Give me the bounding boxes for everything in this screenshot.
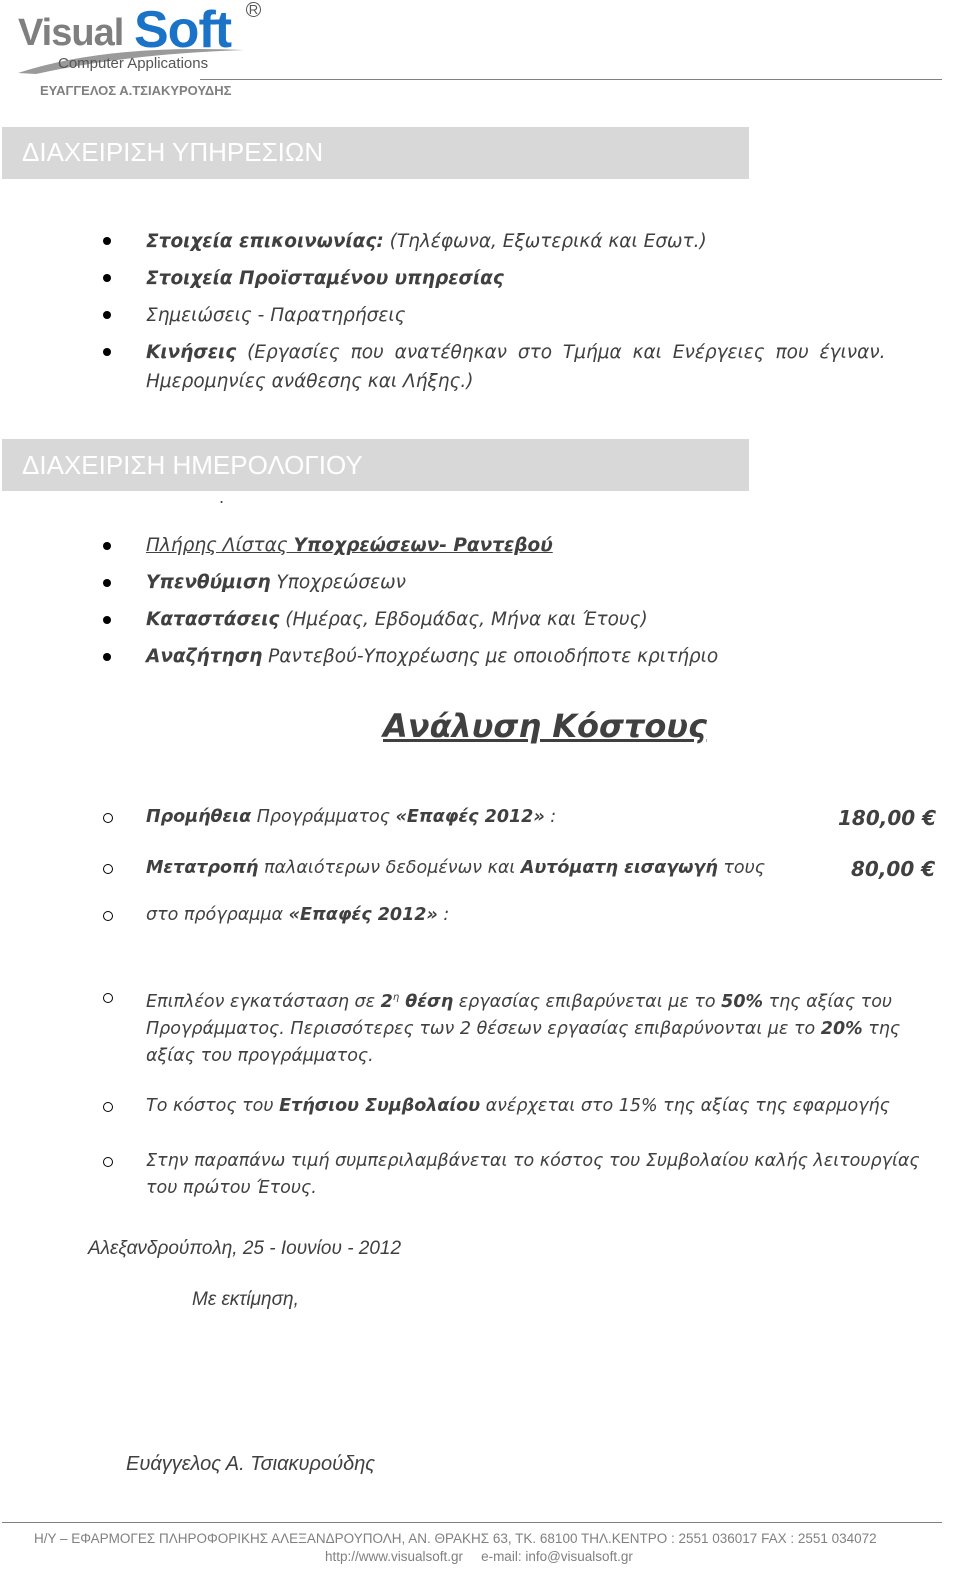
bullet-icon: [103, 274, 111, 282]
footer-divider: [2, 1522, 942, 1523]
bullet-icon: [103, 348, 111, 356]
date-place: Αλεξανδρούπολη, 25 - Ιουνίου - 2012: [88, 1238, 402, 1259]
bullet-icon: [103, 579, 111, 587]
closing-greeting: Με εκτίμηση,: [192, 1289, 299, 1310]
circle-bullet-icon: [103, 911, 113, 921]
footer-web-link[interactable]: http://www.visualsoft.gr: [325, 1549, 464, 1564]
service-item-movements-cont: Ημερομηνίες ανάθεσης και Λήξης.): [146, 371, 474, 392]
cost-line-purchase: Προμήθεια Προγράμματος «Επαφές 2012» :: [146, 807, 557, 827]
cost-extra-installations: Επιπλέον εγκατάσταση σε $2^\eta$ θέση εργασίας επιβαρύνεται με το 50% της αξίας του Προγράμματος. Περισσότερες των 2 θέσεων εργασίας επιβαρύνονται με το 20% της αξίας του προγράμματος.: [146, 991, 901, 1066]
bullet-icon: [103, 616, 111, 624]
signer-name: Ευάγγελος Α. Τσιακυρούδης: [126, 1453, 376, 1475]
logo-soft-text: Soft: [134, 1, 232, 59]
owner-name: ΕΥΑΓΓΕΛΟΣ Α.ΤΣΙΑΚΥΡΟΥΔΗΣ: [40, 83, 232, 98]
bullet-icon: [103, 542, 111, 550]
footer-contact: [325, 1549, 633, 1564]
logo-subtitle: Computer Applications: [58, 55, 209, 72]
circle-bullet-icon: [103, 1102, 113, 1112]
circle-bullet-icon: [103, 813, 113, 823]
stray-dot: .: [219, 488, 225, 507]
circle-bullet-icon: [103, 1157, 113, 1167]
calendar-title: ΔΙΑΧΕΙΡΙΣΗ ΗΜΕΡΟΛΟΓΙΟΥ: [22, 450, 363, 480]
price-conversion: 80,00 €: [851, 857, 936, 881]
circle-bullet-icon: [103, 993, 113, 1003]
circle-bullet-icon: [103, 864, 113, 874]
cost-first-year-included: Στην παραπάνω τιμή συμπεριλαμβάνεται το κόστος του Συμβολαίου καλής λειτουργίας του πρώτου Έτους.: [146, 1151, 920, 1198]
calendar-item-reminder: Υπενθύμιση Υποχρεώσεων: [146, 572, 406, 593]
calendar-item-full-list: Πλήρης Λίστας Υποχρεώσεων- Ραντεβού: [146, 535, 553, 556]
bullet-icon: [103, 237, 111, 245]
cost-analysis-title: Ανάλυση Κόστους: [383, 707, 707, 745]
cost-line-conversion: Μετατροπή παλαιότερων δεδομένων και Αυτόματη εισαγωγή τους: [146, 858, 766, 878]
header-divider: [200, 79, 942, 80]
service-item-contact: Στοιχεία επικοινωνίας: (Τηλέφωνα, Εξωτερικά και Εσωτ.): [146, 231, 707, 252]
footer-email-link[interactable]: e-mail: info@visualsoft.gr: [481, 1549, 633, 1564]
service-item-movements: Κινήσεις (Εργασίες που ανατέθηκαν στο Τμήμα και Ενέργειες που έγιναν.: [146, 342, 886, 363]
registered-mark-icon: R: [246, 2, 261, 17]
services-title: ΔΙΑΧΕΙΡΙΣΗ ΥΠΗΡΕΣΙΩΝ: [22, 137, 324, 167]
service-item-notes: Σημειώσεις - Παρατηρήσεις: [146, 305, 406, 326]
bullet-icon: [103, 653, 111, 661]
cost-annual-contract: Το κόστος του Ετήσιου Συμβολαίου ανέρχεται στο 15% της αξίας της εφαρμογής: [146, 1096, 890, 1116]
service-item-supervisor: Στοιχεία Προϊσταμένου υπηρεσίας: [146, 268, 504, 289]
footer-address: Η/Υ – ΕΦΑΡΜΟΓΕΣ ΠΛΗΡΟΦΟΡΙΚΗΣ ΑΛΕΞΑΝΔΡΟΥΠΟΛΗ, ΑΝ. ΘΡΑΚΗΣ 63, ΤΚ. 68100 ΤΗΛ.ΚΕΝΤΡΟ : 2551 036017 FAX : 2551 034072: [34, 1531, 877, 1546]
price-purchase: 180,00 €: [838, 806, 937, 830]
calendar-item-reports: Καταστάσεις (Ημέρας, Εβδομάδας, Μήνα και Έτους): [146, 609, 648, 630]
bullet-icon: [103, 311, 111, 319]
calendar-item-search: Αναζήτηση Ραντεβού-Υποχρέωσης με οποιοδήποτε κριτήριο: [146, 646, 719, 667]
logo-visual-text: Visual: [18, 12, 124, 54]
cost-line-program: στο πρόγραμμα «Επαφές 2012» :: [146, 905, 450, 925]
